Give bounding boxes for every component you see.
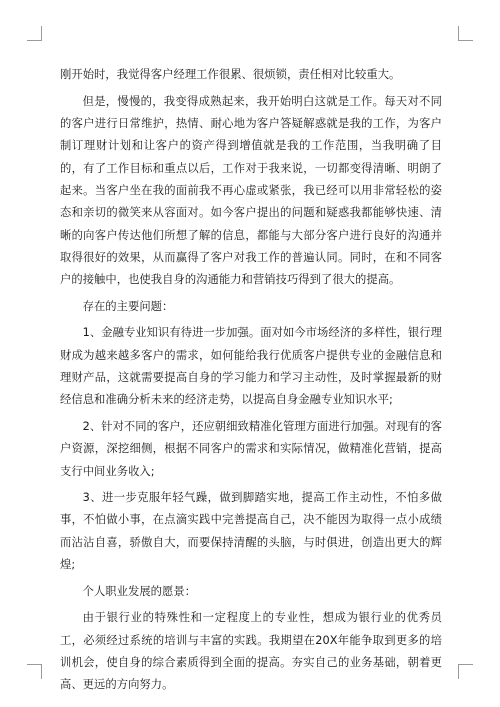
paragraph-career-vision: 由于银行业的特殊性和一定程度上的专业性，想成为银行业的优秀员工，必须经过系统的培训与丰富的实践。我期望在20X年能争取到更多的培训机会，使自身的综合素质得到全面的提高。夯实自己的业务基础，朝着更高、更远的方向努力。 xyxy=(60,611,442,692)
paragraph-intro: 刚开始时，我觉得客户经理工作很累、很烦锁，责任相对比较重大。 xyxy=(60,68,401,81)
crop-mark-bottom-right xyxy=(458,664,473,679)
paragraph-growth: 但是，慢慢的，我变得成熟起来，我开始明白这就是工作。每天对不同的客户进行日常维护，热情、耐心地为客户答疑解惑就是我的工作，为客户制订理财计划和让客户的资产得到增值就是我的工作范围，当我明确了目的，有了工作目标和重点以后，工作对于我来说，一切都变得清晰、明朗了起来。当客户坐在我的面前我不再心虚或紧张，我已经可以用非常轻松的姿态和亲切的微笑来从容面对。如今客户提出的问题和疑惑我都能够快速、清晰的向客户传达他们所想了解的信息，都能与大部分客户进行良好的沟通并取得很好的效果，从而赢得了客户对我工作的普遍认同。同时，在和不同客户的接触中，也使我自身的沟通能力和营销技巧得到了很大的提高。 xyxy=(60,94,442,287)
crop-mark-bottom-left xyxy=(27,664,42,679)
crop-mark-top-right xyxy=(458,26,473,41)
document-body xyxy=(60,64,442,701)
heading-career-vision: 个人职业发展的愿景： xyxy=(82,584,197,598)
paragraph-problem-2: 2、针对不同的客户，还应朝细致精准化管理方面进行加强。对现有的客户资源，深挖细侧，根据不同客户的需求和实际情况，做精准化营销，提高支行中间业务收入; xyxy=(60,419,442,478)
paragraph-problem-1: 1、金融专业知识有待进一步加强。面对如今市场经济的多样性，银行理财成为越来越多客户的需求，如何能给我行优质客户提供专业的金融信息和理财产品，这就需要提高自身的学习能力和学习主动性，及时掌握最新的财经信息和准确分析未来的经济走势，以提高自身金融专业知识水平; xyxy=(60,326,442,407)
paragraph-problem-3: 3、进一步克服年轻气躁，做到脚踏实地，提高工作主动性，不怕多做事，不怕做小事，在点滴实践中完善提高自己，决不能因为取得一点小成绩而沾沾自喜，骄傲自大，而要保持清醒的头脑，与时俱进，创造出更大的辉煌; xyxy=(60,491,442,572)
crop-mark-top-left xyxy=(27,26,42,41)
heading-main-problems: 存在的主要问题： xyxy=(82,299,174,313)
